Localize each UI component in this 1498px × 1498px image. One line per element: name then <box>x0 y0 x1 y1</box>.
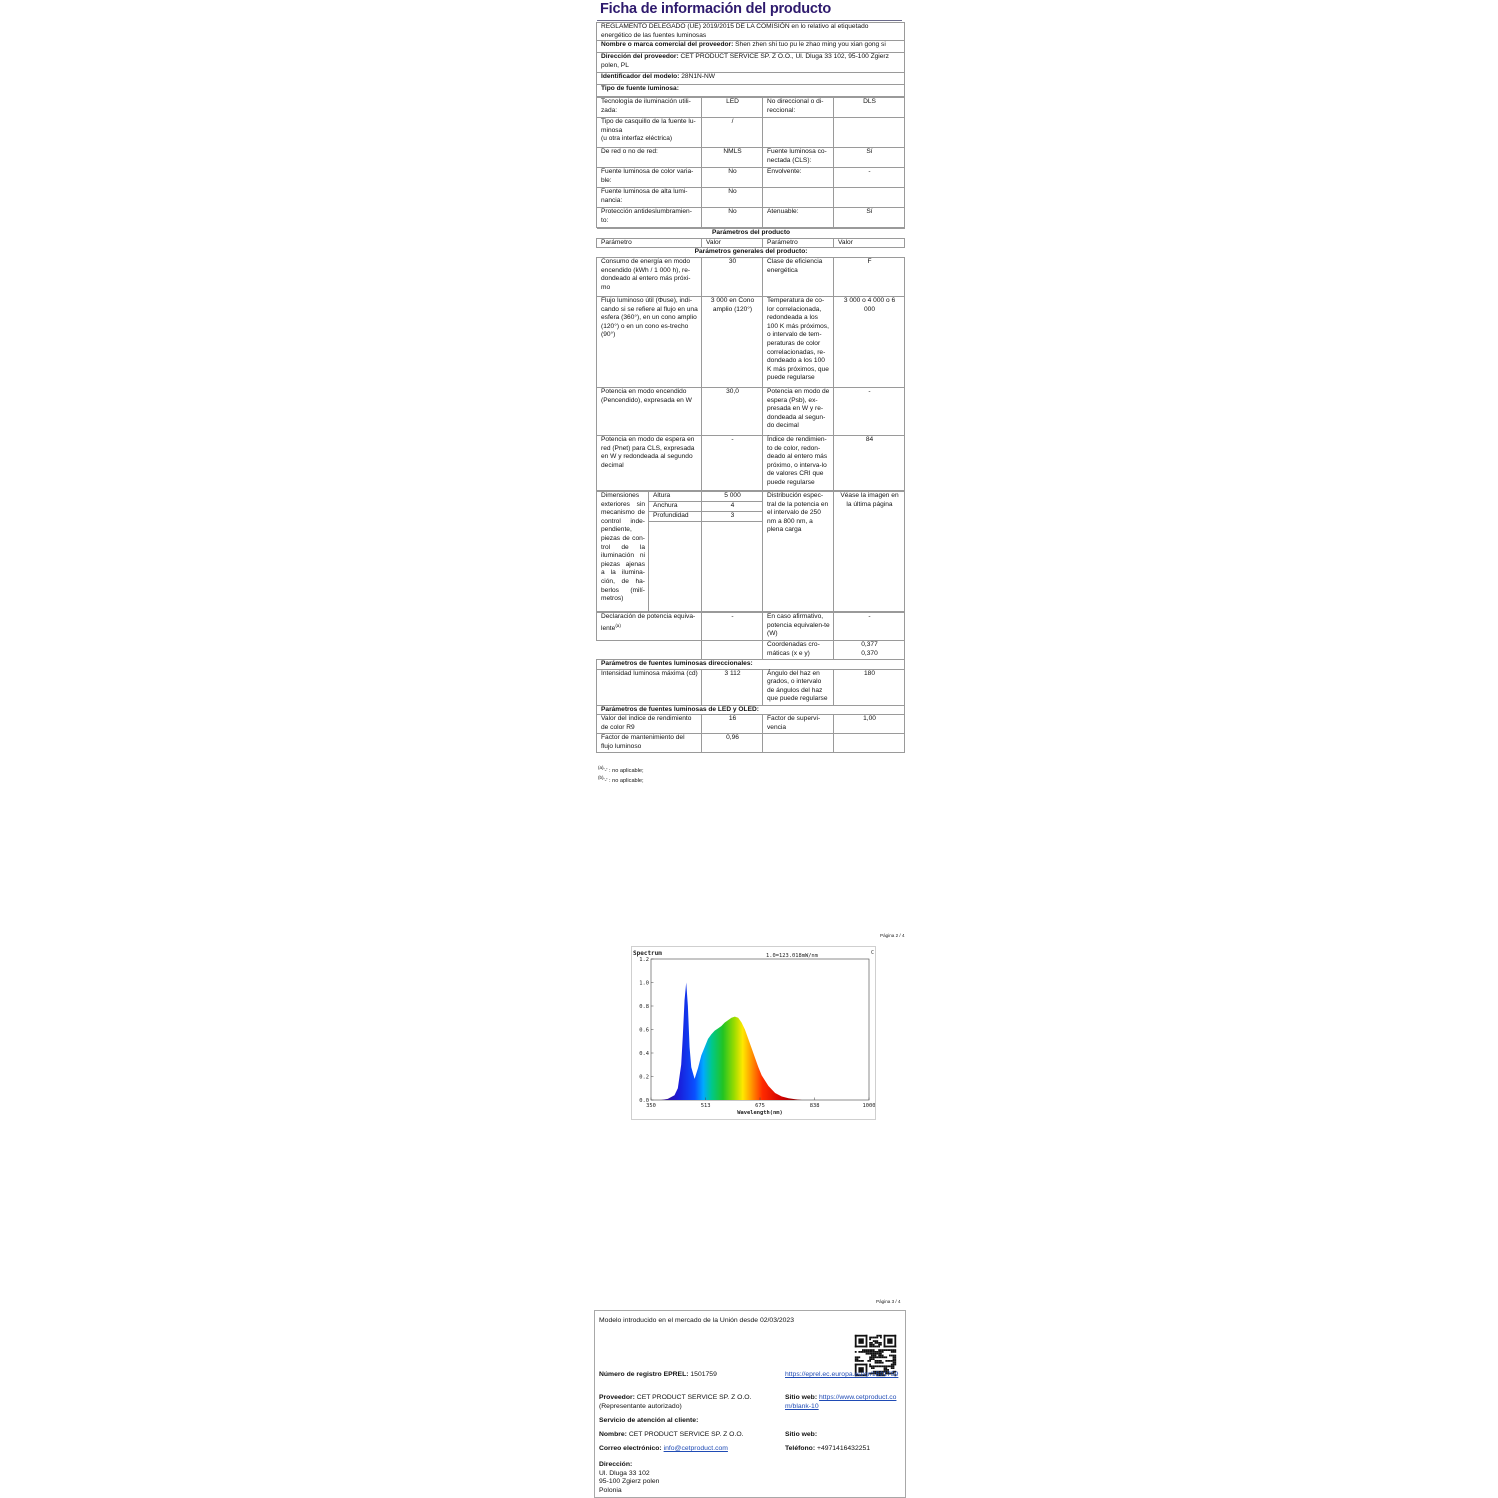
led-v1-r9: 16 <box>702 715 763 734</box>
general-param-1: Consumo de energía en modo encendido (kWh / 1 000 h), re-dondeado al entero más próxi-mo <box>597 257 702 296</box>
dimensions-label: Dimensiones exteriores sin mecanismo de control inde-pendiente, piezas de con-trol de la iluminación ni piezas ajenas a la ilumina-ción, de ha-berlos (milí-metros) <box>597 491 649 611</box>
dim-value-height: 5 000 <box>702 491 763 501</box>
model-row <box>597 73 905 85</box>
type-param-1: Fuente luminosa de color varia-ble: <box>597 168 702 188</box>
col-param-1: Parámetro <box>597 238 702 248</box>
service-website: Sitio web: <box>785 1431 818 1438</box>
type-param-2: Fuente luminosa co-nectada (CLS): <box>763 148 834 168</box>
dim-name-height: Altura <box>649 491 702 501</box>
type-param-2: No direccional o di-reccional: <box>763 98 834 118</box>
type-value-2: Sí <box>834 208 905 228</box>
source-type-row-1 <box>597 118 905 148</box>
equiv-sup: (a) <box>615 622 621 628</box>
type-value-2 <box>834 188 905 208</box>
type-value-1: LED <box>702 98 763 118</box>
supplier-address-label: Dirección del proveedor: <box>601 53 679 61</box>
source-type-row-2 <box>597 148 905 168</box>
x-tick-label: 1000 <box>862 1103 875 1109</box>
type-param-1: Tipo de casquillo de la fuente lu-minosa (u otra interfaz eléctrica) <box>597 118 702 148</box>
y-tick-label: 1.2 <box>639 956 649 963</box>
led-p1-maintenance: Factor de mantenimiento del flujo luminoso <box>597 734 702 753</box>
y-tick-label: 0.6 <box>639 1027 649 1034</box>
source-type-label: Tipo de fuente luminosa: <box>597 85 905 97</box>
general-value-2: 84 <box>834 435 905 490</box>
col-param-2: Parámetro <box>763 238 834 248</box>
customer-service-label: Servicio de atención al cliente: <box>599 1417 699 1424</box>
regulation-text: REGLAMENTO DELEGADO (UE) 2019/2015 DE LA COMISIÓN en lo relativo al etiquetado energético de las fuentes luminosas <box>597 23 905 41</box>
x-axis-label: Wavelength(nm) <box>737 1110 783 1116</box>
type-param-1: De red o no de red: <box>597 148 702 168</box>
general-param-2: Índice de rendimien-to de color, redon-deado al entero más próximo, o interva-lo de valores CRI que puede regularse <box>763 435 834 490</box>
equiv-label-cell <box>597 612 702 640</box>
type-value-2: - <box>834 168 905 188</box>
supplier-name-row <box>597 41 905 53</box>
led-p1-r9: Valor del índice de rendimiento de color R9 <box>597 715 702 734</box>
general-value-1: - <box>702 435 763 490</box>
type-value-1: No <box>702 168 763 188</box>
provider-website: Sitio web: https://www.cetproduct.com/blank-10 <box>785 1394 897 1410</box>
spectrum-series <box>661 983 802 1101</box>
directional-v2: 180 <box>834 669 905 705</box>
general-param-2: Clase de eficiencia energética <box>763 257 834 296</box>
general-param-row-3 <box>597 435 905 490</box>
general-param-row-0 <box>597 257 905 296</box>
general-param-1: Potencia en modo de espera en red (Pnet) para CLS, expresada en W y redondeada al segundo decimal <box>597 435 702 490</box>
directional-v1: 3 112 <box>702 669 763 705</box>
source-type-row-5 <box>597 208 905 228</box>
y-tick-label: 0.2 <box>639 1074 649 1081</box>
page-number-3: Página 3 / 4 <box>876 1299 901 1304</box>
type-value-1: NMLS <box>702 148 763 168</box>
x-tick-label: 675 <box>755 1103 765 1109</box>
footnote-b: $^{(b)}$'-' : no aplicable; <box>598 775 644 784</box>
source-type-row-3 <box>597 168 905 188</box>
type-param-2: Atenuable: <box>763 208 834 228</box>
x-tick-label: 838 <box>809 1103 820 1109</box>
model-label: Identificador del modelo: <box>601 73 680 81</box>
y-tick-label: 0.4 <box>639 1050 649 1057</box>
type-value-2: DLS <box>834 98 905 118</box>
general-value-2: F <box>834 257 905 296</box>
equiv-value: - <box>702 612 763 640</box>
source-type-row-0 <box>597 98 905 118</box>
led-header: Parámetros de fuentes luminosas de LED y OLED: <box>597 705 905 715</box>
supplier-address-value: CET PRODUCT SERVICE SP. Z O.O., Ul. Dluga 33 102, 95-100 Zgierz polen, PL <box>601 53 889 69</box>
general-value-1: 30,0 <box>702 387 763 435</box>
params-column-header <box>597 238 905 248</box>
source-type-row <box>597 85 905 97</box>
y-tick-label: 0.8 <box>639 1003 649 1010</box>
eprel-number: Número de registro EPREL: 1501759 <box>599 1371 717 1378</box>
type-param-2 <box>763 118 834 148</box>
chart-title: Spectrum <box>633 950 662 957</box>
model-value: 28N1N-NW <box>681 73 715 81</box>
supplier-address-row <box>597 53 905 73</box>
product-params-header: Parámetros del producto <box>597 229 905 239</box>
general-params-header: Parámetros generales del producto: <box>597 248 905 258</box>
spectrum-svg <box>632 947 875 1119</box>
side-letter: C <box>871 950 875 956</box>
col-value-1: Valor <box>702 238 763 248</box>
chart-annotation: 1.0=123.018mW/nm <box>766 953 818 959</box>
directional-p2: Ángulo del haz en grados, o intervalo de ángulos del haz que puede regularse <box>763 669 834 705</box>
spectral-label: Distribución espec-tral de la potencia en el intervalo de 250 nm a 800 nm, a plena carga <box>763 491 834 611</box>
supplier-name-value: Shen zhen shi tuo pu le zhao ming you xian gong si <box>735 41 886 49</box>
chroma-label: Coordenadas cro-máticas (x e y) <box>763 640 834 659</box>
dimensions-table <box>596 491 905 612</box>
provider: Proveedor: CET PRODUCT SERVICE SP. Z O.O. (Representante autorizado) <box>599 1394 752 1410</box>
chroma-value: 0,377 0,370 <box>834 640 905 659</box>
page-number: Página 2 / 4 <box>880 933 905 938</box>
general-param-1: Flujo luminoso útil (Φuse), indi-cando si se refiere al flujo en una esfera (360°), en un cono amplio (120°) o en un cono es-trecho (90°) <box>597 296 702 387</box>
general-param-2: Potencia en modo de espera (Psb), ex-presada en W y re-dondeada al segun-do decimal <box>763 387 834 435</box>
general-param-row-2 <box>597 387 905 435</box>
type-param-1: Tecnología de iluminación utili-zada: <box>597 98 702 118</box>
product-params-table <box>596 228 905 491</box>
service-phone: Teléfono: +4971416432251 <box>785 1445 871 1452</box>
title-divider <box>597 20 902 21</box>
sheet-title: Ficha de información del producto <box>600 1 832 17</box>
led-v2-survival: 1,00 <box>834 715 905 734</box>
type-param-2: Envolvente: <box>763 168 834 188</box>
x-tick-label: 350 <box>646 1103 656 1109</box>
general-param-2: Temperatura de co-lor correlacionada, redondeada a los 100 K más próximos, o intervalo de tem-peraturas de color correlacionadas, re-dondeado a los 100 K más próximos, que puede regularse <box>763 296 834 387</box>
type-value-2 <box>834 118 905 148</box>
type-param-1: Fuente luminosa de alta lumi-nancia: <box>597 188 702 208</box>
general-value-2: 3 000 o 4 000 o 6 000 <box>834 296 905 387</box>
dim-name-width: Anchura <box>649 501 702 511</box>
y-tick-label: 1.0 <box>639 980 649 987</box>
source-type-table <box>596 97 905 228</box>
general-value-1: 3 000 en Cono amplio (120°) <box>702 296 763 387</box>
equiv-yes-value: - <box>834 612 905 640</box>
product-info-sheet-page-3 <box>594 1296 906 1496</box>
type-value-2: Sí <box>834 148 905 168</box>
dim-value-width: 4 <box>702 501 763 511</box>
led-p2-survival: Factor de supervi-vencia <box>763 715 834 734</box>
general-value-1: 30 <box>702 257 763 296</box>
provider-website-link[interactable]: https://www.cetproduct.com/blank-10 <box>785 1394 897 1410</box>
type-value-1: No <box>702 188 763 208</box>
product-info-sheet-page-1 <box>594 0 906 790</box>
market-text: Modelo introducido en el mercado de la Unión desde 02/03/2023 <box>599 1317 794 1324</box>
equivalence-table <box>596 612 905 753</box>
general-param-1: Potencia en modo encendido (Pencendido), expresada en W <box>597 387 702 435</box>
type-param-2 <box>763 188 834 208</box>
footnote-a: $^{(a)}$'-' : no aplicable; <box>598 765 644 774</box>
type-param-1: Protección antideslumbramien-to: <box>597 208 702 228</box>
product-info-sheet-page-2 <box>628 930 910 1125</box>
type-value-1: No <box>702 208 763 228</box>
product-info-table <box>596 22 905 97</box>
spectrum-chart <box>631 946 876 1120</box>
service-name: Nombre: CET PRODUCT SERVICE SP. Z O.O. <box>599 1431 744 1438</box>
equiv-label: Declaración de potencia equiva-lente <box>601 612 696 632</box>
equiv-yes-label: En caso afirmativo, potencia equivalen-te (W) <box>763 612 834 640</box>
y-tick-label: 0.0 <box>639 1097 649 1104</box>
email-link[interactable]: info@cetproduct.com <box>663 1445 728 1452</box>
service-address: Dirección: Ul. Dluga 33 102 95-100 Zgierz polen Polonia <box>599 1461 660 1494</box>
source-type-row-4 <box>597 188 905 208</box>
directional-p1: Intensidad luminosa máxima (cd) <box>597 669 702 705</box>
general-value-2: - <box>834 387 905 435</box>
regulation-row <box>597 23 905 41</box>
type-value-1: / <box>702 118 763 148</box>
general-param-row-1 <box>597 296 905 387</box>
service-email: Correo electrónico: info@cetproduct.com <box>599 1445 728 1452</box>
dim-name-depth: Profundidad <box>649 511 702 521</box>
dim-value-depth: 3 <box>702 511 763 521</box>
eprel-box <box>594 1310 906 1498</box>
directional-header: Parámetros de fuentes luminosas direccionales: <box>597 659 905 669</box>
spectral-value: Véase la imagen en la última página <box>834 491 905 611</box>
supplier-name-label: Nombre o marca comercial del proveedor: <box>601 41 734 49</box>
x-tick-label: 513 <box>700 1103 711 1109</box>
eprel-link[interactable]: https://eprel.ec.europa.eu/qr/1501759 <box>785 1371 899 1378</box>
led-v1-maintenance: 0,96 <box>702 734 763 753</box>
col-value-2: Valor <box>834 238 905 248</box>
